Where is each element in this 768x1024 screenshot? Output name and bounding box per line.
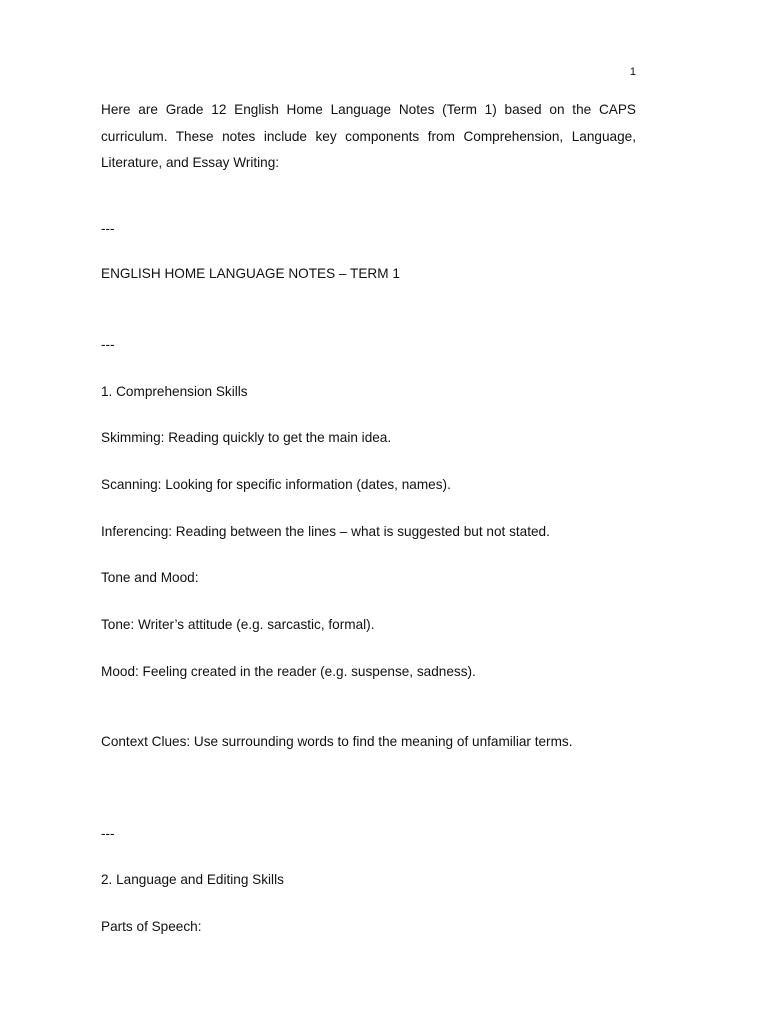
separator: --- [101, 337, 115, 352]
section-heading-comprehension: 1. Comprehension Skills [101, 384, 248, 399]
main-heading: ENGLISH HOME LANGUAGE NOTES – TERM 1 [101, 266, 400, 281]
note-context-clues: Context Clues: Use surrounding words to find the meaning of unfamiliar terms. [101, 734, 573, 749]
section-heading-language: 2. Language and Editing Skills [101, 872, 284, 887]
note-tone-and-mood: Tone and Mood: [101, 570, 199, 585]
note-inferencing: Inferencing: Reading between the lines – what is suggested but not stated. [101, 524, 550, 539]
note-skimming: Skimming: Reading quickly to get the main idea. [101, 430, 392, 445]
page-number: 1 [629, 66, 636, 78]
note-scanning: Scanning: Looking for specific information (dates, names). [101, 477, 451, 492]
separator: --- [101, 826, 115, 841]
note-mood: Mood: Feeling created in the reader (e.g. suspense, sadness). [101, 664, 476, 679]
intro-paragraph: Here are Grade 12 English Home Language Notes (Term 1) based on the CAPS curriculum. These notes include key components from Comprehension, Language, Literature, and Essay Writing: [101, 102, 636, 170]
note-parts-of-speech: Parts of Speech: [101, 919, 202, 934]
separator: --- [101, 221, 115, 236]
note-tone: Tone: Writer’s attitude (e.g. sarcastic, formal). [101, 617, 375, 632]
